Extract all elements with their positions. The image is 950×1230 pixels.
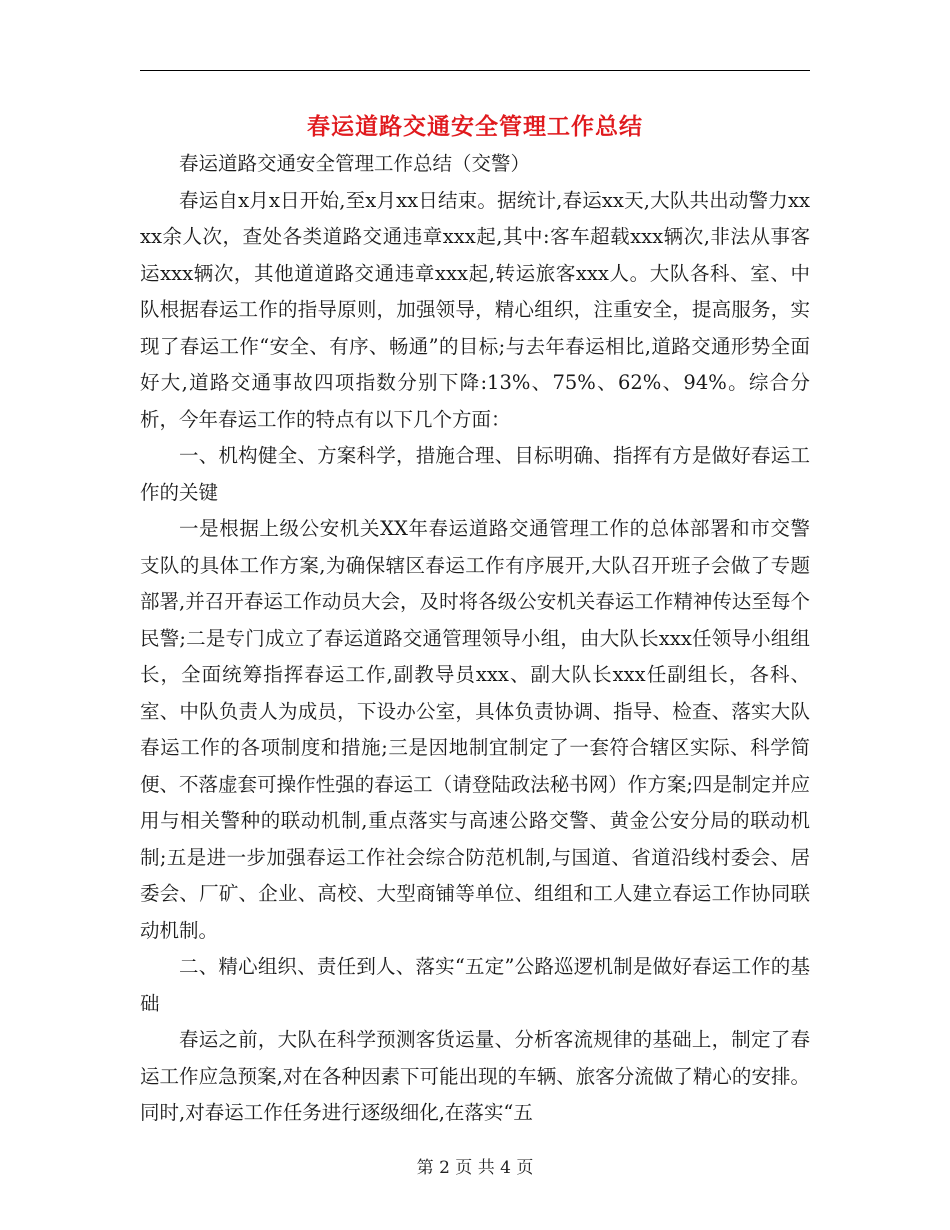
section-1-paragraph: 一是根据上级公安机关XX年春运道路交通管理工作的总体部署和市交警支队的具体工作方案,为确保辖区春运工作有序展开,大队召开班子会做了专题部署,并召开春运工作动员大会，及时将各级公安机关春运工作精神传达至每个民警;二是专门成立了春运道路交通管理领导小组，由大队长xxx任领导小组组长，全面统筹指挥春运工作,副教导员xxx、副大队长xxx任副组长，各科、室、中队负责人为成员，下设办公室，具体负责协调、指导、检查、落实大队春运工作的各项制度和措施;三是因地制宜制定了一套符合辖区实际、科学简便、不落虚套可操作性强的春运工（请登陆政法秘书网）作方案;四是制定并应用与相关警种的联动机制,重点落实与高速公路交警、黄金公安分局的联动机制;五是进一步加强春运工作社会综合防范机制,与国道、省道沿线村委会、居委会、厂矿、企业、高校、大型商铺等单位、组组和工人建立春运工作协同联动机制。 — [140, 517, 810, 942]
page-number: 第 2 页 共 4 页 — [416, 1158, 534, 1178]
header-rule — [140, 70, 810, 71]
section-heading-2: 二、精心组织、责任到人、落实“五定”公路巡逻机制是做好春运工作的基础 — [140, 955, 810, 1015]
document-title: 春运道路交通安全管理工作总结 — [307, 113, 643, 140]
section-2-paragraph: 春运之前，大队在科学预测客货运量、分析客流规律的基础上，制定了春运工作应急预案,对在各种因素下可能出现的车辆、旅客分流做了精心的安排。同时,对春运工作任务进行逐级细化,在落实“五 — [140, 1028, 810, 1124]
document-body — [140, 146, 810, 1132]
subtitle-paragraph: 春运道路交通安全管理工作总结（交警） — [179, 152, 531, 175]
intro-paragraph: 春运自x月x日开始,至x月xx日结束。据统计,春运xx天,大队共出动警力xxxx余人次，查处各类道路交通违章xxx起,其中:客车超载xxx辆次,非法从事客运xxx辆次，其他道道路交通违章xxx起,转运旅客xxx人。大队各科、室、中队根据春运工作的指导原则，加强领导，精心组织，注重安全，提高服务，实现了春运工作“安全、有序、畅通”的目标;与去年春运相比,道路交通形势全面好大,道路交通事故四项指数分别下降:13%、75%、62%、94%。综合分析，今年春运工作的特点有以下几个方面： — [140, 188, 810, 431]
section-heading-1: 一、机构健全、方案科学，措施合理、目标明确、指挥有方是做好春运工作的关键 — [140, 444, 810, 504]
